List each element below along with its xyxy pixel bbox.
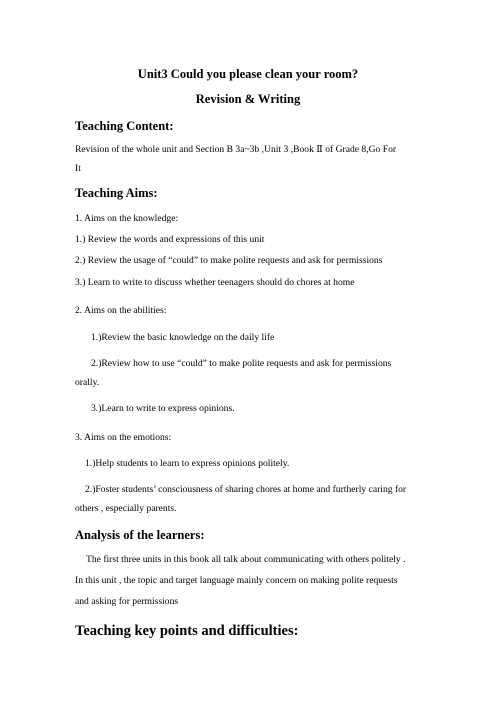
analysis-line-2: In this unit , the topic and target language mainly concern on making polite requests	[75, 575, 398, 586]
emotion-aim-2: 2.)Foster students’ consciousness of sharing chores at home and furtherly caring for	[85, 484, 407, 495]
ability-aim-2: 2.)Review how to use “could” to make polite requests and ask for permissions	[91, 358, 392, 369]
document-subtitle: Revision & Writing	[195, 92, 301, 106]
key-points-heading: Teaching key points and difficulties:	[75, 623, 299, 639]
analysis-heading: Analysis of the learners:	[75, 528, 205, 542]
ability-aims-title: 2. Aims on the abilities:	[75, 305, 167, 316]
ability-aim-2-cont: orally.	[75, 377, 100, 388]
teaching-content-line-2: It	[75, 163, 81, 174]
emotion-aim-1: 1.)Help students to learn to express opinions politely.	[85, 458, 290, 469]
knowledge-aim-3: 3.) Learn to write to discuss whether teenagers should do chores at home	[75, 277, 355, 288]
analysis-line-1: The first three units in this book all talk about communicating with others politely .	[86, 554, 406, 565]
analysis-line-3: and asking for permissions	[75, 596, 179, 607]
ability-aim-1: 1.)Review the basic knowledge on the daily life	[91, 332, 275, 343]
teaching-aims-heading: Teaching Aims:	[75, 186, 158, 200]
teaching-content-line-1: Revision of the whole unit and Section B 3a~3b ,Unit 3 ,Book Ⅱ of Grade 8,Go For	[75, 144, 397, 155]
emotion-aim-2-cont: others , especially parents.	[75, 503, 177, 514]
ability-aim-3: 3.)Learn to write to express opinions.	[91, 403, 235, 414]
emotion-aims-title: 3. Aims on the emotions:	[75, 432, 172, 443]
teaching-content-heading: Teaching Content:	[75, 119, 174, 133]
knowledge-aim-1: 1.) Review the words and expressions of this unit	[75, 234, 265, 245]
document-title: Unit3 Could you please clean your room?	[137, 67, 359, 81]
knowledge-aim-2: 2.) Review the usage of “could” to make polite requests and ask for permissions	[75, 255, 383, 266]
knowledge-aims-title: 1. Aims on the knowledge:	[75, 213, 179, 224]
